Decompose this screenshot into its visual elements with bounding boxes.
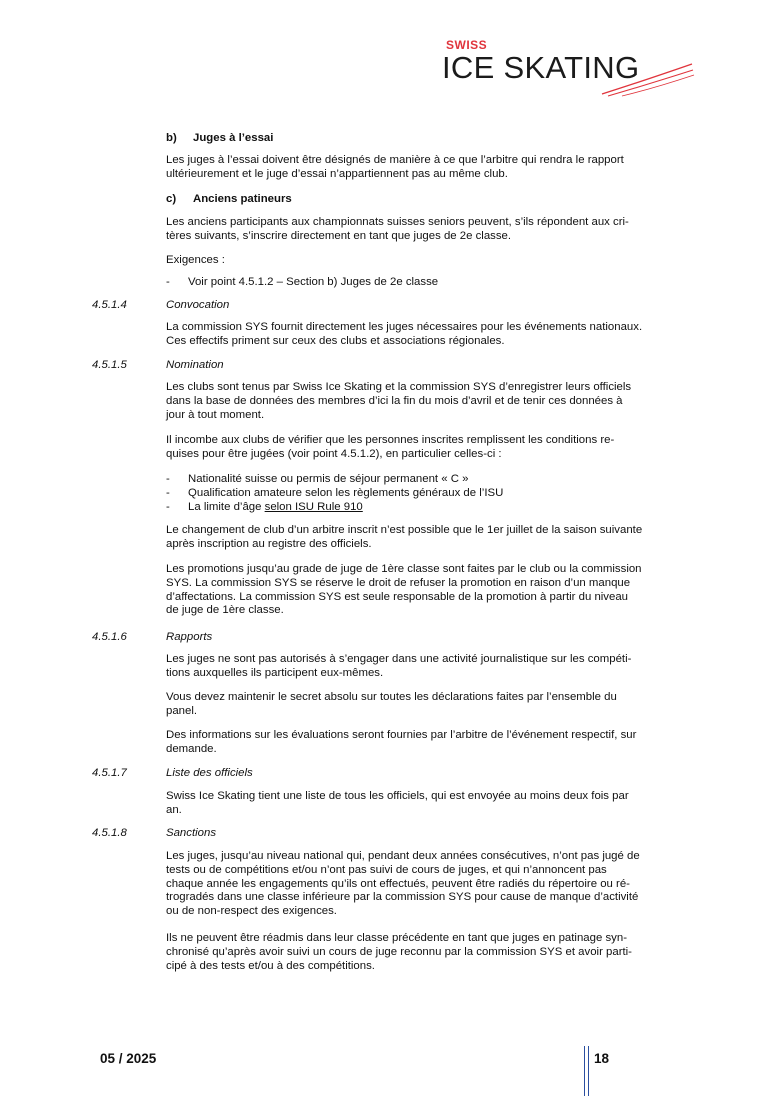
section-number: 4.5.1.5 — [92, 359, 127, 371]
logo-swoosh-icon — [600, 58, 695, 98]
logo-swiss-text: SWISS — [446, 38, 488, 52]
list-item: - Qualification amateure selon les règlements généraux de l’ISU — [166, 487, 504, 499]
paragraph: Les juges ne sont pas autorisés à s’engager dans une activité journalistique sur les compéti- tions auxquelles ils participent eux-mêmes. — [166, 653, 632, 679]
section-number: 4.5.1.4 — [92, 299, 127, 311]
section-number: 4.5.1.6 — [92, 631, 127, 643]
list-item: - La limite d’âge selon ISU Rule 910 — [166, 501, 363, 513]
section-title: Convocation — [166, 299, 230, 311]
section-title: Sanctions — [166, 827, 217, 839]
paragraph: Les juges, jusqu’au niveau national qui, pendant deux années consécutives, n’ont pas jugé de tests ou de compétitions et/ou n’ont pas suivi de cours de juges, et qui n’annoncent pas chaque année les engagements qu’ils ont effectués, peuvent être radiés du répertoire ou ré- trogradés dans une classe inférieure par la commission SYS pour cause de manque d’activité ou de non-respect des exigences. — [166, 850, 640, 918]
section-title: Rapports — [166, 631, 213, 643]
footer-divider — [584, 1046, 589, 1096]
section-number: 4.5.1.8 — [92, 827, 127, 839]
section-title: Liste des officiels — [166, 767, 253, 779]
footer-date: 05 / 2025 — [100, 1051, 157, 1066]
paragraph: Le changement de club d’un arbitre inscrit n’est possible que le 1er juillet de la saison suivante après inscription au registre des officiels. — [166, 524, 643, 550]
paragraph: Swiss Ice Skating tient une liste de tous les officiels, qui est envoyée au moins deux fois par an. — [166, 790, 629, 816]
paragraph: Exigences : — [166, 254, 225, 266]
paragraph: Il incombe aux clubs de vérifier que les personnes inscrites remplissent les conditions re- quises pour être jugées (voir point 4.5.1.2), en particulier celles-ci : — [166, 434, 615, 460]
paragraph: Les anciens participants aux championnats suisses seniors peuvent, s’ils répondent aux cri- tères suivants, s’inscrire directement en tant que juges de 2e classe. — [166, 216, 629, 242]
paragraph: Vous devez maintenir le secret absolu sur toutes les déclarations faites par l’ensemble du panel. — [166, 691, 617, 717]
subsection-heading-c: c) Anciens patineurs — [166, 193, 292, 205]
isu-rule-link[interactable]: selon ISU Rule 910 — [264, 501, 363, 513]
list-item: - Nationalité suisse ou permis de séjour permanent « C » — [166, 473, 469, 485]
logo — [440, 36, 700, 96]
paragraph: Les juges à l’essai doivent être désignés de manière à ce que l’arbitre qui rendra le rapport ultérieurement et le juge d’essai n’appartiennent pas au même club. — [166, 154, 624, 180]
paragraph: Les clubs sont tenus par Swiss Ice Skating et la commission SYS d’enregistrer leurs officiels dans la base de données des membres d’ici la fin du mois d’avril et de tenir ces données à jour à tout moment. — [166, 381, 632, 421]
paragraph: Des informations sur les évaluations seront fournies par l’arbitre de l’événement respectif, sur demande. — [166, 729, 637, 755]
paragraph: La commission SYS fournit directement les juges nécessaires pour les événements nationaux. Ces effectifs priment sur ceux des clubs et associations régionales. — [166, 321, 643, 347]
list-item: - Voir point 4.5.1.2 – Section b) Juges de 2e classe — [166, 276, 439, 288]
subsection-heading-b: b) Juges à l’essai — [166, 132, 274, 144]
section-number: 4.5.1.7 — [92, 767, 127, 779]
page-number: 18 — [594, 1051, 610, 1066]
paragraph: Ils ne peuvent être réadmis dans leur classe précédente en tant que juges en patinage syn- chronisé qu’après avoir suivi un cours de juge reconnu par la commission SYS et avoir parti- cipé à des tests et/ou à des compétitions. — [166, 932, 632, 972]
paragraph: Les promotions jusqu’au grade de juge de 1ère classe sont faites par le club ou la commission SYS. La commission SYS se réserve le droit de refuser la promotion en raison d’un manque d’affectations. La commission SYS est seule responsable de la promotion à partir du niveau de juge de 1ère classe. — [166, 563, 642, 617]
section-title: Nomination — [166, 359, 224, 371]
logo-main-text: ICE SKATING — [442, 50, 640, 85]
